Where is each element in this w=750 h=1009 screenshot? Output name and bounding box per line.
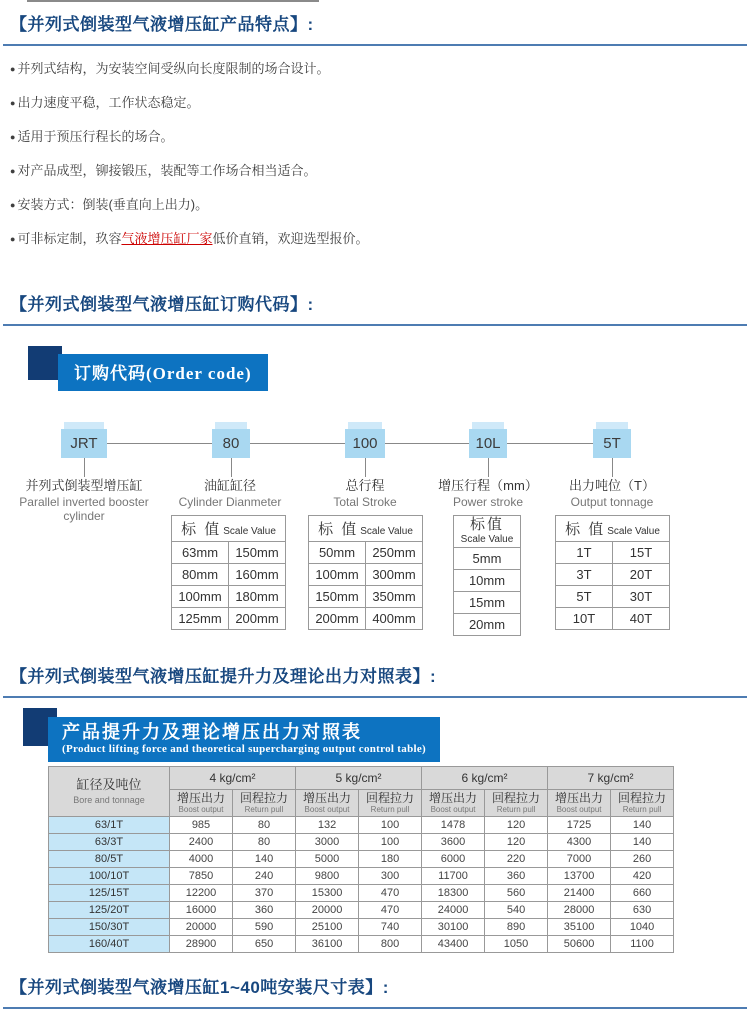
value-cell: 50600 [548,936,611,953]
scale-row [556,586,670,608]
scale-cell: 5mm [454,548,521,570]
value-cell: 20000 [170,919,233,936]
scale-cell: 180mm [229,586,286,608]
scale-row [454,592,521,614]
value-cell: 3000 [296,834,359,851]
sub-cn: 回程拉力 [618,791,667,805]
sub-en: Boost output [556,805,602,814]
force-table-row [49,868,674,885]
return-pull-header [233,790,296,817]
scale-row [172,564,286,586]
pressure-header: 4 kg/cm² [170,767,296,790]
value-cell: 740 [359,919,422,936]
value-cell: 132 [296,817,359,834]
scale-cell: 400mm [366,608,423,630]
scale-cell: 200mm [229,608,286,630]
label-cn: 总行程 [345,478,385,493]
scale-table-header [172,516,286,542]
feature-item: ● 出力速度平稳，工作状态稳定。 [10,96,740,110]
label-cn: 增压行程（mm） [438,478,538,493]
label-en: Total Stroke [333,495,397,509]
scale-row [309,608,423,630]
return-pull-header [485,790,548,817]
banner-title-en: (Product lifting force and theoretical supercharging output control table) [62,743,426,755]
node-label-series [9,478,159,523]
model-cell: 63/1T [49,817,170,834]
sub-cn: 增压出力 [429,791,478,805]
value-cell: 985 [170,817,233,834]
cropped-element-remnant [27,0,319,2]
value-cell: 4000 [170,851,233,868]
value-cell: 120 [485,817,548,834]
value-cell: 7000 [548,851,611,868]
label-en: Power stroke [452,495,524,509]
order-code-banner [0,346,750,390]
scale-table-header [556,516,670,542]
header-en: Scale Value [460,533,514,545]
value-cell: 7850 [170,868,233,885]
code-node-power-stroke: 10L [469,429,507,458]
scale-cell: 200mm [309,608,366,630]
sub-en: Return pull [496,805,536,814]
value-cell: 240 [233,868,296,885]
scale-cell: 3T [556,564,613,586]
value-cell: 1040 [611,919,674,936]
value-cell: 120 [485,834,548,851]
scale-table-stroke [308,515,423,630]
model-cell: 125/15T [49,885,170,902]
value-cell: 660 [611,885,674,902]
value-cell: 9800 [296,868,359,885]
scale-cell: 250mm [366,542,423,564]
value-cell: 13700 [548,868,611,885]
scale-cell: 15mm [454,592,521,614]
code-node-bore: 80 [212,429,250,458]
scale-row [556,564,670,586]
value-cell: 80 [233,817,296,834]
boost-output-header [170,790,233,817]
force-table-row [49,936,674,953]
scale-cell: 160mm [229,564,286,586]
banner-title-cn: 产品提升力及理论增压出力对照表 [62,722,362,742]
scale-cell: 100mm [309,564,366,586]
sub-en: Boost output [430,805,476,814]
feature-item: ● 并列式结构，为安装空间受纵向长度限制的场合设计。 [10,62,740,76]
node-label-tonnage [537,478,687,509]
scale-table-tonnage [555,515,670,630]
value-cell: 20000 [296,902,359,919]
value-cell: 1100 [611,936,674,953]
sub-cn: 回程拉力 [492,791,541,805]
feature-item-custom [10,232,740,246]
value-cell: 1478 [422,817,485,834]
value-cell: 540 [485,902,548,919]
scale-row [172,586,286,608]
scale-row [454,548,521,570]
label-en: Parallel inverted booster cylinder [19,495,149,523]
value-cell: 28900 [170,936,233,953]
value-cell: 260 [611,851,674,868]
value-cell: 80 [233,834,296,851]
value-cell: 28000 [548,902,611,919]
value-cell: 21400 [548,885,611,902]
code-node-tonnage: 5T [593,429,631,458]
banner-label: 订购代码(Order code) [58,354,268,391]
section-divider [3,324,747,326]
scale-table-header [309,516,423,542]
scale-row [454,614,521,636]
value-cell: 890 [485,919,548,936]
value-cell: 1050 [485,936,548,953]
section-title-order-code: 【并列式倒装型气液增压缸订购代码】: [10,295,314,314]
sub-cn: 回程拉力 [366,791,415,805]
model-cell: 150/30T [49,919,170,936]
value-cell: 15300 [296,885,359,902]
value-cell: 5000 [296,851,359,868]
force-table-row [49,834,674,851]
value-cell: 370 [233,885,296,902]
force-table-row [49,851,674,868]
corner-cn: 缸径及吨位 [76,777,142,792]
model-cell: 80/5T [49,851,170,868]
force-output-table [48,766,674,953]
scale-table-header [454,516,521,548]
force-table-row [49,902,674,919]
scale-row [454,570,521,592]
section-divider [3,696,747,698]
sub-cn: 增压出力 [176,791,225,805]
header-en: Scale Value [607,526,660,537]
value-cell: 2400 [170,834,233,851]
return-pull-header [611,790,674,817]
header-en: Scale Value [223,526,276,537]
header-cn: 标值 [469,515,504,533]
sub-en: Boost output [178,805,224,814]
sub-en: Boost output [304,805,350,814]
label-cn: 油缸缸径 [203,478,256,493]
sub-cn: 增压出力 [555,791,604,805]
scale-cell: 20mm [454,614,521,636]
value-cell: 11700 [422,868,485,885]
scale-cell: 30T [613,586,670,608]
value-cell: 140 [233,851,296,868]
value-cell: 6000 [422,851,485,868]
force-table-row [49,919,674,936]
value-cell: 420 [611,868,674,885]
banner-corner-square [28,346,62,380]
boost-output-header [296,790,359,817]
feature-items [10,62,740,212]
section-title-features: 【并列式倒装型气液增压缸产品特点】: [10,15,314,34]
header-cn: 标 值 [565,521,606,538]
value-cell: 630 [611,902,674,919]
value-cell: 100 [359,834,422,851]
scale-row [172,608,286,630]
value-cell: 18300 [422,885,485,902]
scale-cell: 15T [613,542,670,564]
label-en: Cylinder Dianmeter [178,495,282,509]
value-cell: 12200 [170,885,233,902]
corner-header-cell [49,767,170,817]
model-cell: 100/10T [49,868,170,885]
sub-en: Return pull [244,805,284,814]
value-cell: 180 [359,851,422,868]
scale-cell: 10mm [454,570,521,592]
value-cell: 100 [359,817,422,834]
code-node-series: JRT [61,429,107,458]
scale-cell: 10T [556,608,613,630]
scale-cell: 150mm [229,542,286,564]
header-cn: 标 值 [318,521,359,538]
feature-item: ● 适用于预压行程长的场合。 [10,130,740,144]
sub-en: Return pull [622,805,662,814]
value-cell: 300 [359,868,422,885]
scale-cell: 40T [613,608,670,630]
banner-label [48,717,440,762]
scale-cell: 20T [613,564,670,586]
value-cell: 140 [611,834,674,851]
value-cell: 650 [233,936,296,953]
corner-en: Bore and tonnage [73,795,145,805]
return-pull-header [359,790,422,817]
label-en: Output tonnage [570,495,654,509]
scale-cell: 350mm [366,586,423,608]
value-cell: 3600 [422,834,485,851]
model-cell: 160/40T [49,936,170,953]
sub-en: Return pull [370,805,410,814]
boost-output-header [422,790,485,817]
scale-row [172,542,286,564]
value-cell: 140 [611,817,674,834]
pressure-header: 5 kg/cm² [296,767,422,790]
value-cell: 590 [233,919,296,936]
scale-cell: 100mm [172,586,229,608]
label-cn: 出力吨位（T） [569,478,655,493]
scale-cell: 150mm [309,586,366,608]
scale-row [556,608,670,630]
sub-cn: 增压出力 [303,791,352,805]
force-table-row [49,817,674,834]
scale-cell: 125mm [172,608,229,630]
model-cell: 125/20T [49,902,170,919]
feature-item: ● 对产品成型，铆接锻压，装配等工作场合相当适合。 [10,164,740,178]
pressure-header: 6 kg/cm² [422,767,548,790]
pressure-header-row [49,767,674,790]
label-cn: 并列式倒装型增压缸 [25,478,143,493]
value-cell: 1725 [548,817,611,834]
feature-custom-post: 低价直销，欢迎选型报价。 [212,231,369,246]
scale-cell: 50mm [309,542,366,564]
value-cell: 220 [485,851,548,868]
feature-list [0,46,750,270]
scale-row [309,586,423,608]
scale-cell: 300mm [366,564,423,586]
scale-table-power-stroke [453,515,521,636]
value-cell: 36100 [296,936,359,953]
scale-cell: 1T [556,542,613,564]
section-title-dimensions: 【并列式倒装型气液增压缸1~40吨安装尺寸表】: [10,978,389,997]
value-cell: 25100 [296,919,359,936]
manufacturer-link[interactable]: 气液增压缸厂家 [121,231,213,246]
sub-cn: 回程拉力 [240,791,289,805]
value-cell: 470 [359,902,422,919]
code-node-stroke: 100 [345,429,385,458]
node-label-bore [155,478,305,509]
order-code-diagram [0,422,750,638]
pressure-header: 7 kg/cm² [548,767,674,790]
value-cell: 560 [485,885,548,902]
scale-row [309,564,423,586]
feature-custom-pre: 可非标定制，玖容 [17,231,122,246]
feature-item: ● 安装方式：倒装(垂直向上出力)。 [10,198,740,212]
value-cell: 35100 [548,919,611,936]
boost-output-header [548,790,611,817]
header-en: Scale Value [360,526,413,537]
scale-row [309,542,423,564]
force-table-banner [0,708,750,762]
value-cell: 24000 [422,902,485,919]
scale-cell: 80mm [172,564,229,586]
header-cn: 标 值 [181,521,222,538]
value-cell: 30100 [422,919,485,936]
section-title-force-table: 【并列式倒装型气液增压缸提升力及理论出力对照表】: [10,667,437,686]
value-cell: 16000 [170,902,233,919]
value-cell: 470 [359,885,422,902]
scale-row [556,542,670,564]
force-table-row [49,885,674,902]
scale-cell: 5T [556,586,613,608]
scale-table-bore [171,515,286,630]
value-cell: 360 [485,868,548,885]
model-cell: 63/3T [49,834,170,851]
value-cell: 800 [359,936,422,953]
value-cell: 360 [233,902,296,919]
value-cell: 4300 [548,834,611,851]
scale-cell: 63mm [172,542,229,564]
value-cell: 43400 [422,936,485,953]
